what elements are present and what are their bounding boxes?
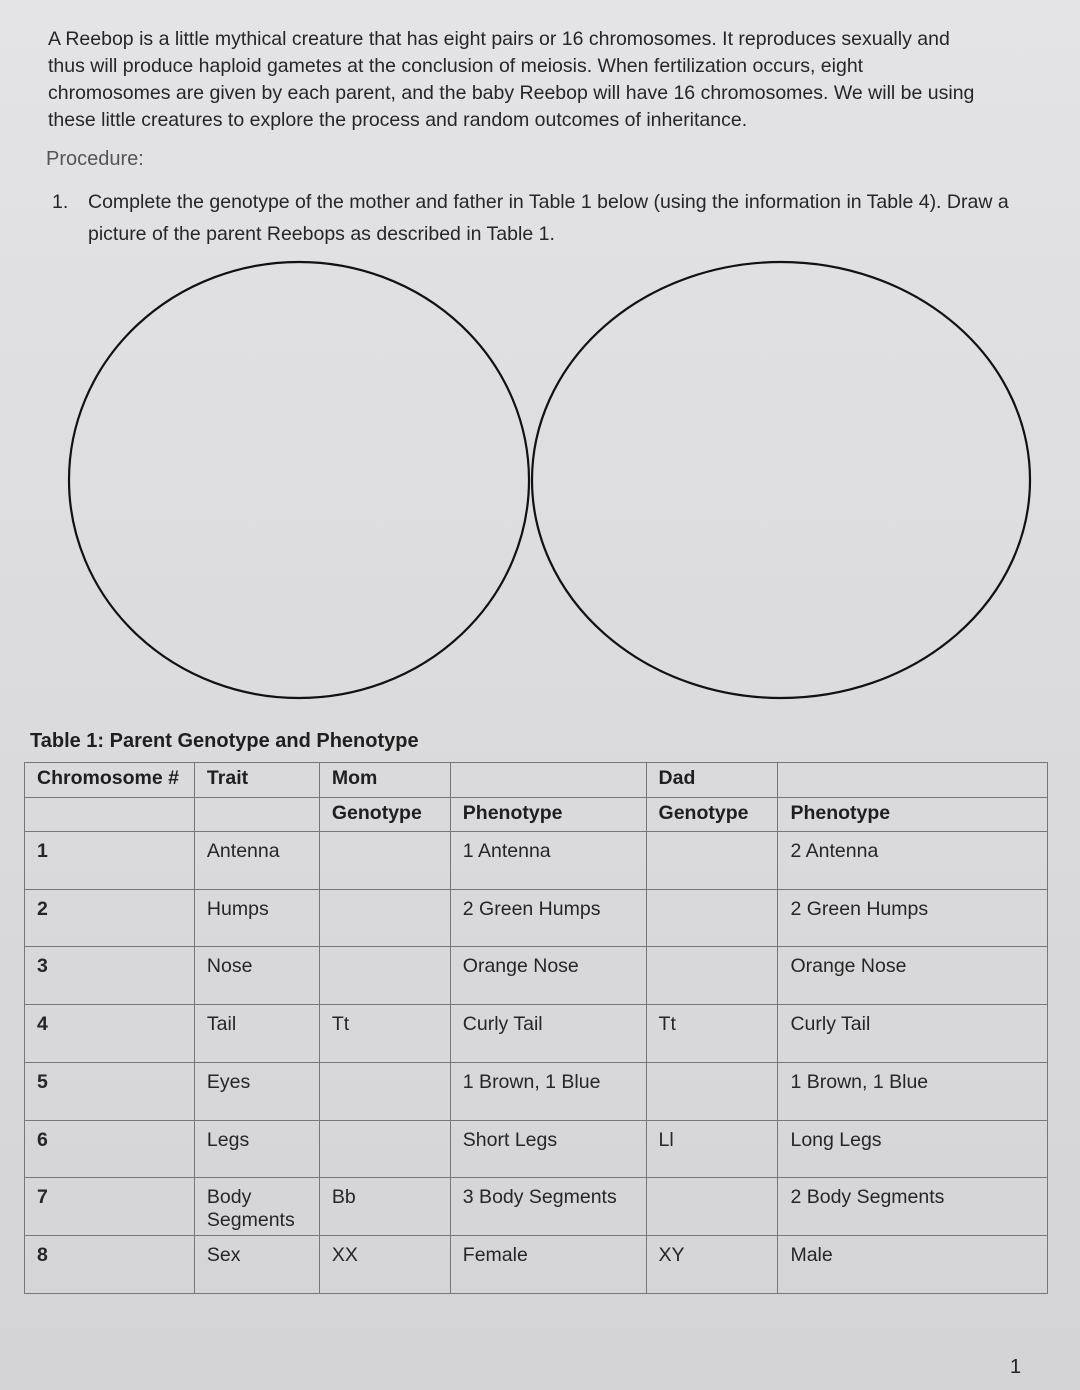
mom-genotype-cell[interactable]: Tt	[319, 1005, 450, 1063]
dad-genotype-cell[interactable]: Ll	[646, 1120, 778, 1178]
mom-phenotype-cell: Curly Tail	[450, 1005, 646, 1063]
dad-phenotype-cell: Long Legs	[778, 1120, 1048, 1178]
dad-genotype-cell[interactable]	[646, 831, 778, 889]
dad-genotype-cell[interactable]: Tt	[646, 1005, 778, 1063]
page-number: 1	[1010, 1356, 1022, 1378]
dad-phenotype-cell: 2 Antenna	[778, 831, 1048, 889]
dad-phenotype-cell: 2 Green Humps	[778, 889, 1048, 947]
trait-cell: Eyes	[194, 1062, 319, 1120]
header-dad: Dad	[646, 763, 778, 798]
dad-genotype-cell[interactable]	[646, 889, 778, 947]
trait-cell: Tail	[194, 1005, 319, 1063]
trait-cell: Nose	[194, 947, 319, 1005]
table-row	[25, 1120, 1048, 1178]
table-row	[25, 831, 1048, 889]
dad-phenotype-cell: Orange Nose	[778, 947, 1048, 1005]
mother-drawing-circle[interactable]	[69, 262, 529, 698]
mom-genotype-cell[interactable]	[319, 1120, 450, 1178]
chromosome-number: 8	[25, 1236, 195, 1294]
table-row	[25, 889, 1048, 947]
header-dad-phenotype: Phenotype	[778, 798, 1048, 831]
trait-cell: Humps	[194, 889, 319, 947]
header-mom-phenotype: Phenotype	[450, 798, 646, 831]
mom-genotype-cell[interactable]: Bb	[319, 1178, 450, 1236]
mom-phenotype-cell: 1 Antenna	[450, 831, 646, 889]
table-header-row	[25, 763, 1048, 798]
table-row	[25, 1236, 1048, 1294]
dad-phenotype-cell: Male	[778, 1236, 1048, 1294]
header-mom-genotype: Genotype	[319, 798, 450, 831]
mom-genotype-cell[interactable]	[319, 831, 450, 889]
chromosome-number: 1	[25, 831, 195, 889]
dad-phenotype-cell: Curly Tail	[778, 1005, 1048, 1063]
step-text: Complete the genotype of the mother and father in Table 1 below (using the information in Table 4). Draw a picture of the parent Reebops as described in Table 1.	[88, 191, 1009, 245]
table-caption: Table 1: Parent Genotype and Phenotype	[30, 730, 419, 752]
mom-phenotype-cell: Short Legs	[450, 1120, 646, 1178]
header-mom: Mom	[319, 763, 450, 798]
mom-phenotype-cell: Orange Nose	[450, 947, 646, 1005]
dad-genotype-cell[interactable]	[646, 1178, 778, 1236]
dad-phenotype-cell: 2 Body Segments	[778, 1178, 1048, 1236]
trait-cell: Body Segments	[194, 1178, 319, 1236]
table-row	[25, 1062, 1048, 1120]
chromosome-number: 7	[25, 1178, 195, 1236]
mom-phenotype-cell: 1 Brown, 1 Blue	[450, 1062, 646, 1120]
step-number: 1.	[52, 191, 69, 213]
dad-phenotype-cell: 1 Brown, 1 Blue	[778, 1062, 1048, 1120]
header-dad-genotype: Genotype	[646, 798, 778, 831]
table-row	[25, 947, 1048, 1005]
dad-genotype-cell[interactable]: XY	[646, 1236, 778, 1294]
mom-genotype-cell[interactable]: XX	[319, 1236, 450, 1294]
trait-cell: Legs	[194, 1120, 319, 1178]
father-drawing-circle[interactable]	[532, 262, 1030, 698]
dad-genotype-cell[interactable]	[646, 1062, 778, 1120]
table-row	[25, 1178, 1048, 1236]
subheader-blank	[194, 798, 319, 831]
header-blank	[450, 763, 646, 798]
table-subheader-row	[25, 798, 1048, 831]
chromosome-number: 5	[25, 1062, 195, 1120]
mom-genotype-cell[interactable]	[319, 947, 450, 1005]
header-trait: Trait	[194, 763, 319, 798]
trait-cell: Antenna	[194, 831, 319, 889]
mom-genotype-cell[interactable]	[319, 1062, 450, 1120]
procedure-heading: Procedure:	[46, 148, 144, 170]
chromosome-number: 4	[25, 1005, 195, 1063]
drawing-area	[0, 255, 1080, 705]
header-blank	[778, 763, 1048, 798]
chromosome-number: 3	[25, 947, 195, 1005]
subheader-blank	[25, 798, 195, 831]
chromosome-number: 2	[25, 889, 195, 947]
mom-phenotype-cell: 2 Green Humps	[450, 889, 646, 947]
parent-genotype-table	[24, 762, 1048, 1294]
table-row	[25, 1005, 1048, 1063]
intro-paragraph: A Reebop is a little mythical creature that has eight pairs or 16 chromosomes. It reproduces sexually and thus will produce haploid gametes at the conclusion of meiosis. When fertilization occurs, eight chromosomes are given by each parent, and the baby Reebop will have 16 chromosomes. We will be using these little creatures to explore the process and random outcomes of inheritance.	[48, 28, 975, 131]
chromosome-number: 6	[25, 1120, 195, 1178]
dad-genotype-cell[interactable]	[646, 947, 778, 1005]
header-chromosome: Chromosome #	[25, 763, 195, 798]
mom-phenotype-cell: Female	[450, 1236, 646, 1294]
trait-cell: Sex	[194, 1236, 319, 1294]
mom-phenotype-cell: 3 Body Segments	[450, 1178, 646, 1236]
mom-genotype-cell[interactable]	[319, 889, 450, 947]
